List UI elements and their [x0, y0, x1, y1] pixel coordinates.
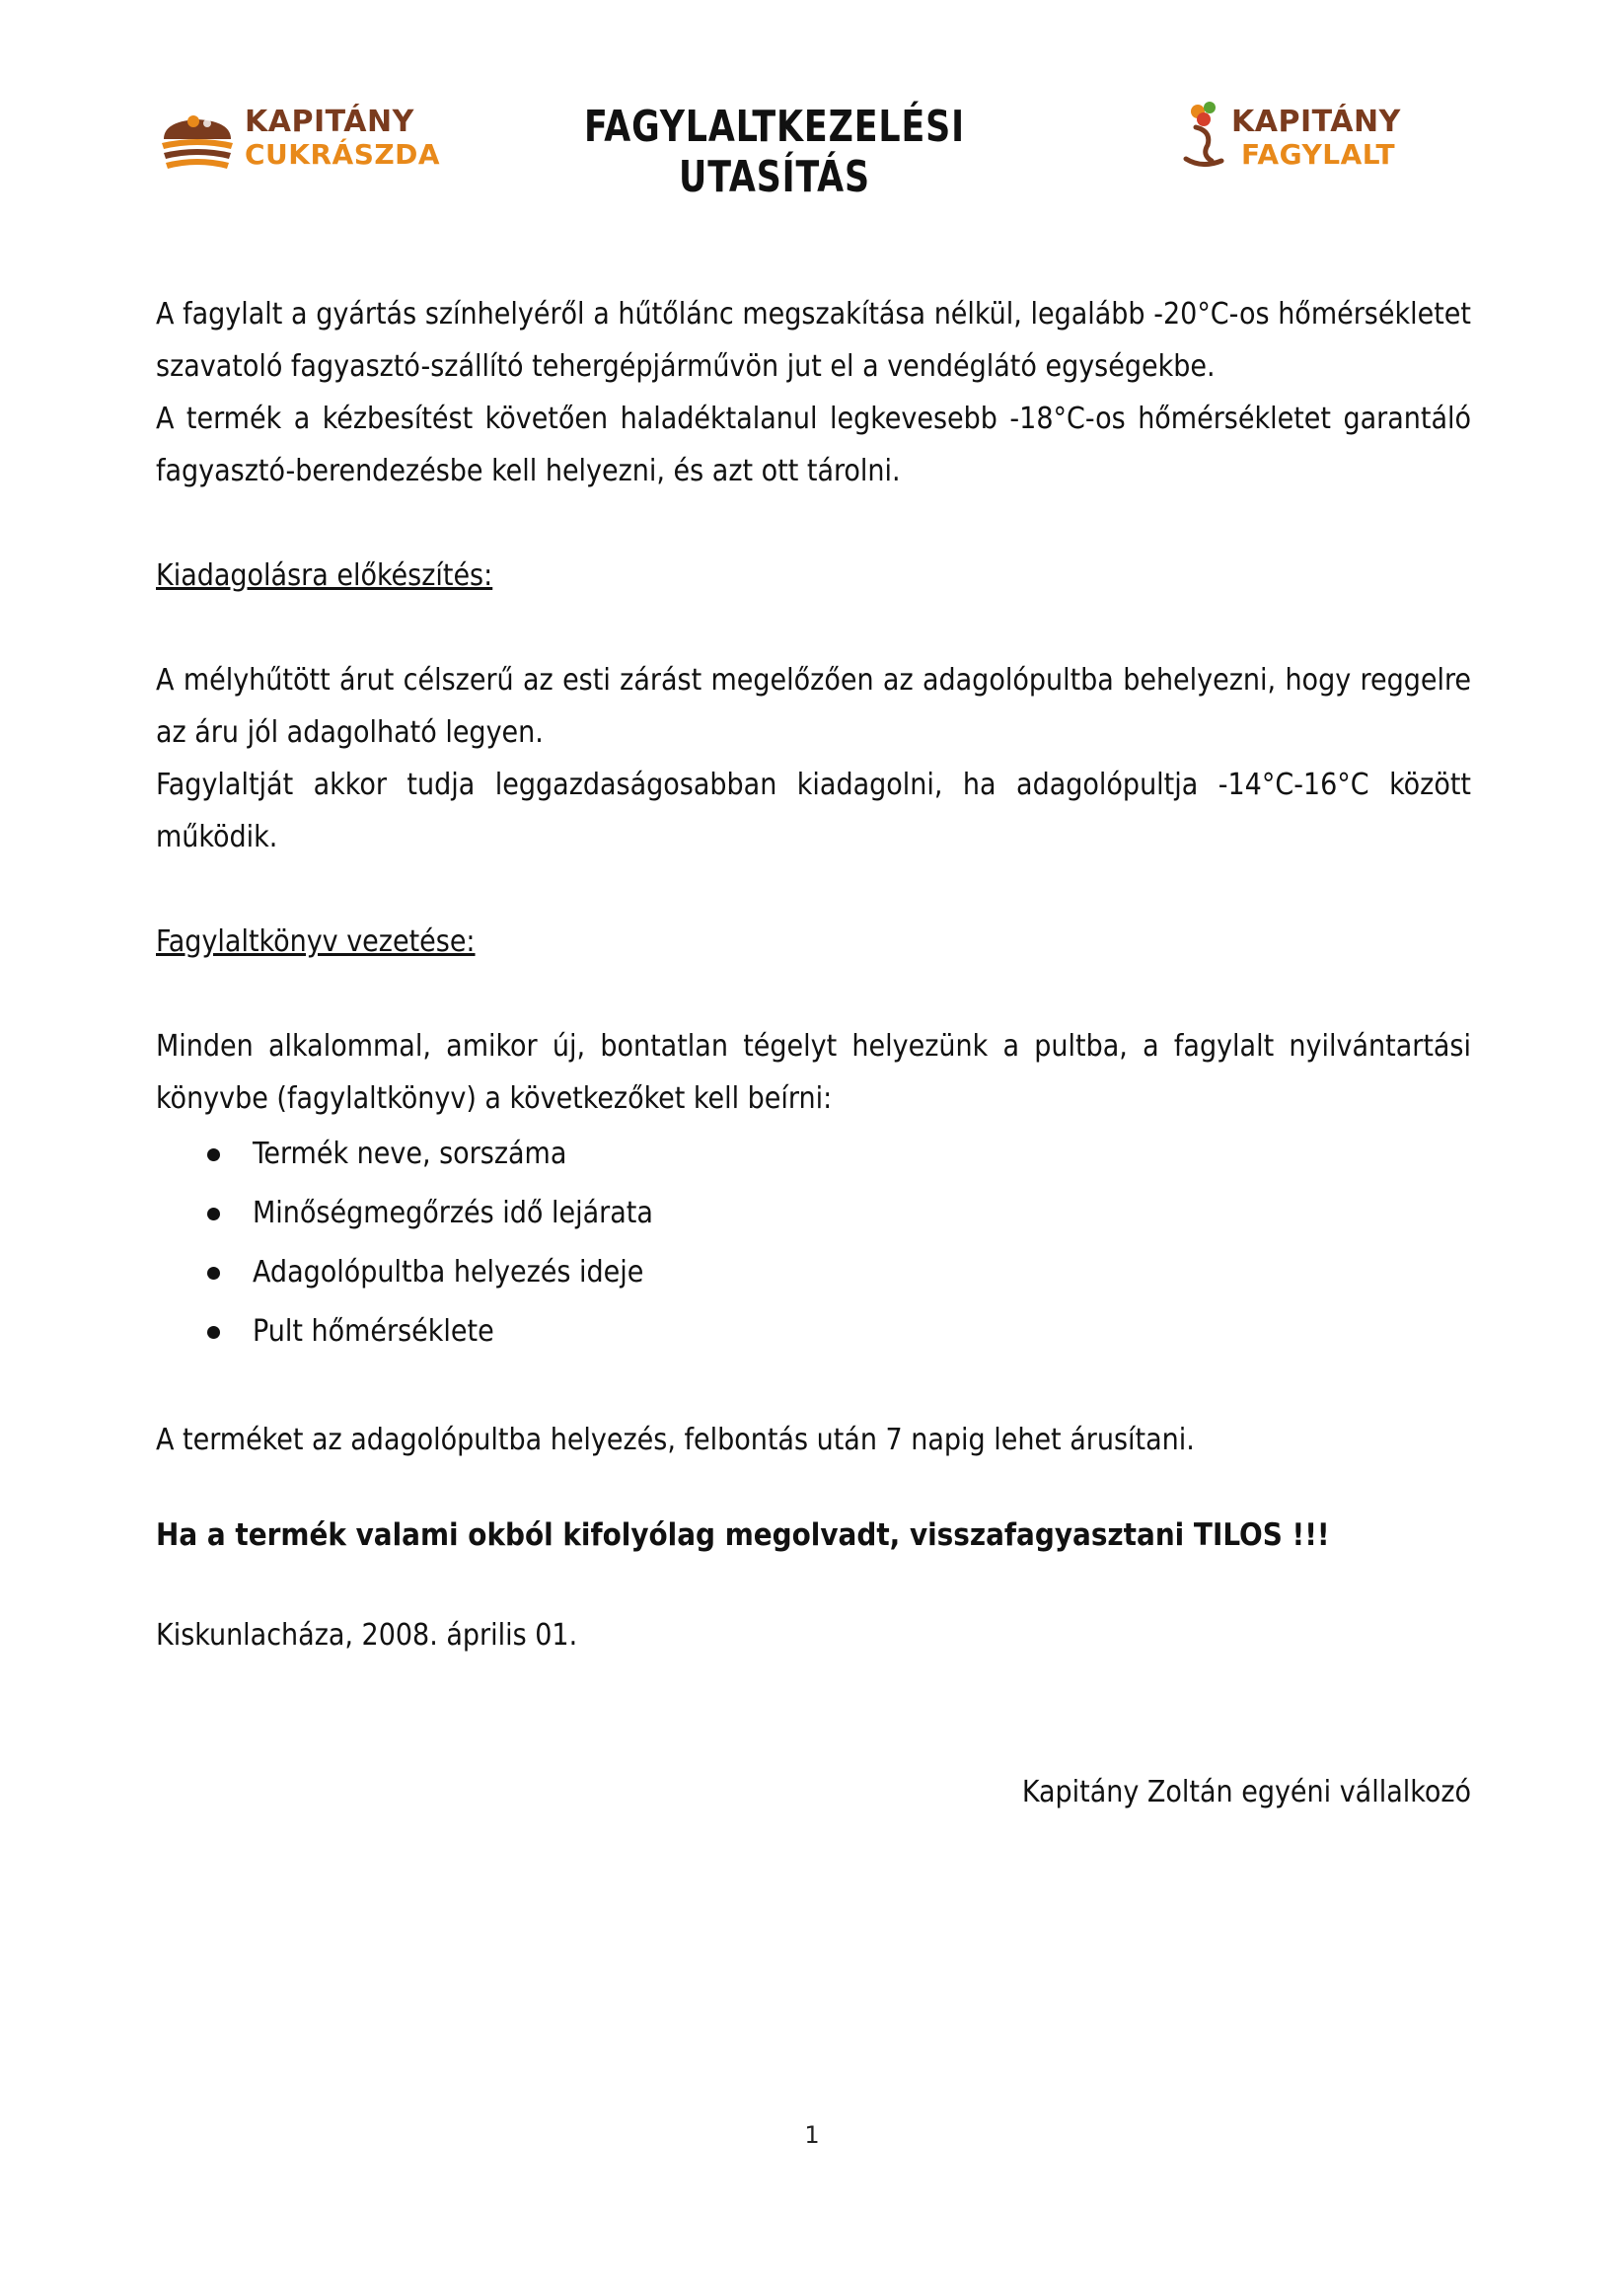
list-item: Minőségmegőrzés idő lejárata — [156, 1184, 1471, 1243]
cake-stack-icon — [158, 100, 239, 171]
logo-left-line2: CUKRÁSZDA — [245, 138, 441, 171]
signature-line: Kapitány Zoltán egyéni vállalkozó — [1021, 1775, 1471, 1809]
intro-paragraph-1: A fagylalt a gyártás színhelyéről a hűtőlánc megszakítása nélkül, legalább -20°C-os hőmérsékletet szavatoló fagyasztó-szállító tehergépjárművön jut el a vendéglátó egységekbe. — [156, 297, 1471, 384]
bullet-icon — [207, 1208, 220, 1220]
kapitany-fagylalt-logo — [1182, 100, 1401, 171]
intro-paragraph-2: A termék a kézbesítést követően haladéktalanul legkevesebb -18°C-os hőmérsékletet garantáló fagyasztó-berendezésbe kell helyezni, és azt ott tárolni. — [156, 402, 1471, 488]
list-item: Adagolópultba helyezés ideje — [156, 1243, 1471, 1302]
preparation-paragraph-2: Fagylaltját akkor tudja leggazdaságosabban kiadagolni, ha adagolópultja -14°C-16°C között működik. — [156, 768, 1471, 854]
place-date: Kiskunlacháza, 2008. április 01. — [156, 1618, 578, 1653]
section-heading-logbook: Fagylaltkönyv vezetése: — [156, 924, 476, 959]
preparation-paragraph-1: A mélyhűtött árut célszerű az esti zárást megelőzően az adagolópultba behelyezni, hogy reggelre az áru jól adagolható legyen. — [156, 663, 1471, 750]
page-number: 1 — [804, 2121, 820, 2149]
logo-left-line1: KAPITÁNY — [245, 105, 414, 139]
logo-right-line2: FAGYLALT — [1241, 138, 1396, 171]
logbook-paragraph-2: A terméket az adagolópultba helyezés, felbontás után 7 napig lehet árusítani. — [156, 1423, 1195, 1457]
bullet-icon — [207, 1148, 220, 1161]
logo-right-line1: KAPITÁNY — [1231, 105, 1401, 139]
bullet-icon — [207, 1326, 220, 1339]
page-title: FAGYLALTKEZELÉSI UTASÍTÁS — [584, 102, 965, 202]
list-item: Termék neve, sorszáma — [156, 1125, 1471, 1184]
warning-statement: Ha a termék valami okból kifolyólag megolvadt, visszafagyasztani TILOS !!! — [156, 1517, 1330, 1553]
bullet-icon — [207, 1267, 220, 1280]
list-item: Pult hőmérséklete — [156, 1302, 1471, 1362]
kapitany-cukraszda-logo — [158, 100, 441, 171]
logbook-paragraph-1: Minden alkalommal, amikor új, bontatlan tégelyt helyezünk a pultba, a fagylalt nyilvántartási könyvbe (fagylaltkönyv) a következőket kell beírni: — [156, 1029, 1471, 1116]
document-body — [156, 288, 1471, 1818]
logbook-items-list — [156, 1125, 1471, 1362]
page-header — [153, 94, 1471, 202]
ice-cream-icon — [1182, 100, 1231, 171]
section-heading-preparation: Kiadagolásra előkészítés: — [156, 558, 493, 593]
